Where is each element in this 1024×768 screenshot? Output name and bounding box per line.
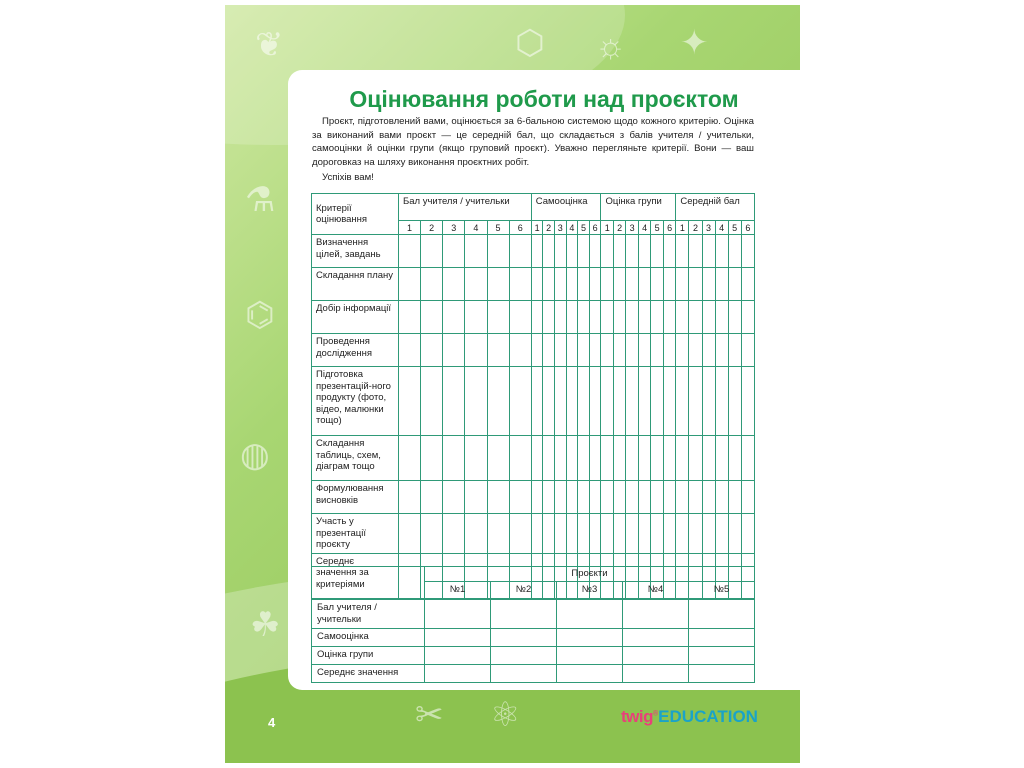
- page-number: 4: [268, 715, 276, 730]
- score-cell[interactable]: [741, 301, 754, 334]
- project-score-cell[interactable]: [425, 664, 491, 682]
- criteria-row: [312, 514, 755, 554]
- score-cell[interactable]: [589, 436, 601, 481]
- score-cell[interactable]: [443, 436, 465, 481]
- score-cell[interactable]: [465, 334, 487, 367]
- score-cell[interactable]: [589, 481, 601, 514]
- score-cell[interactable]: [728, 268, 741, 301]
- score-cell[interactable]: [676, 481, 689, 514]
- score-cell[interactable]: [531, 301, 543, 334]
- score-header: 1: [531, 221, 543, 235]
- score-header: 4: [465, 221, 487, 235]
- score-cell[interactable]: [741, 514, 754, 554]
- score-cell[interactable]: [465, 268, 487, 301]
- score-cell[interactable]: [443, 301, 465, 334]
- criterion-label: Формулювання висновків: [312, 481, 399, 514]
- criteria-row: [312, 268, 755, 301]
- score-cell[interactable]: [465, 367, 487, 436]
- score-header: 3: [626, 221, 638, 235]
- score-cell[interactable]: [689, 268, 702, 301]
- score-cell[interactable]: [702, 436, 715, 481]
- project-score-cell[interactable]: [689, 628, 755, 646]
- group-header: Бал учителя / учительки: [399, 194, 532, 221]
- criterion-label: Складання плану: [312, 268, 399, 301]
- score-cell[interactable]: [421, 301, 443, 334]
- score-cell[interactable]: [676, 436, 689, 481]
- project-number: №1: [425, 581, 491, 599]
- score-cell[interactable]: [728, 334, 741, 367]
- lightbulb-icon: ☼: [595, 27, 627, 65]
- score-cell[interactable]: [651, 436, 663, 481]
- criteria-row: [312, 436, 755, 481]
- criteria-table: [311, 193, 755, 599]
- score-cell[interactable]: [465, 436, 487, 481]
- score-header: 5: [487, 221, 509, 235]
- project-number: №3: [557, 581, 623, 599]
- leaf-icon: ❦: [255, 26, 284, 64]
- score-cell[interactable]: [399, 334, 421, 367]
- score-cell[interactable]: [689, 334, 702, 367]
- score-cell[interactable]: [638, 436, 650, 481]
- score-cell[interactable]: [651, 235, 663, 268]
- intro-text: [312, 115, 754, 169]
- criteria-row: [312, 301, 755, 334]
- score-cell[interactable]: [601, 301, 613, 334]
- score-cell[interactable]: [613, 367, 625, 436]
- score-cell[interactable]: [578, 436, 590, 481]
- score-cell[interactable]: [443, 268, 465, 301]
- score-cell[interactable]: [689, 481, 702, 514]
- score-cell[interactable]: [613, 301, 625, 334]
- score-cell[interactable]: [638, 367, 650, 436]
- globe-icon: ◍: [240, 436, 270, 474]
- score-cell[interactable]: [638, 268, 650, 301]
- score-header: 2: [613, 221, 625, 235]
- intro-paragraph: Проєкт, підготовлений вами, оцінюється за 6-бальною системою щодо кожного критерію. Оцінка за виконаний вами проєкт — це середній бал, що складається з балів учителя / учительки, самооцінки й оцінки групи (якщо груповий проєкт). Уважно перегляньте критерії. Вони — ваш дороговказ на шляху виконання проєктних робіт.: [312, 116, 754, 168]
- project-score-cell[interactable]: [491, 599, 557, 628]
- score-cell[interactable]: [601, 436, 613, 481]
- score-cell[interactable]: [589, 334, 601, 367]
- score-cell[interactable]: [638, 481, 650, 514]
- score-cell[interactable]: [741, 481, 754, 514]
- criterion-label: Проведення дослідження: [312, 334, 399, 367]
- score-cell[interactable]: [601, 481, 613, 514]
- score-cell[interactable]: [566, 514, 578, 554]
- score-cell[interactable]: [578, 334, 590, 367]
- score-cell[interactable]: [399, 268, 421, 301]
- project-score-cell[interactable]: [557, 628, 623, 646]
- score-cell[interactable]: [689, 436, 702, 481]
- score-cell[interactable]: [651, 301, 663, 334]
- projects-row: [312, 646, 755, 664]
- score-cell[interactable]: [421, 436, 443, 481]
- score-header: 1: [399, 221, 421, 235]
- score-header: 2: [543, 221, 555, 235]
- score-cell[interactable]: [509, 334, 531, 367]
- projects-row: [312, 599, 755, 628]
- score-cell[interactable]: [443, 367, 465, 436]
- score-cell[interactable]: [566, 481, 578, 514]
- score-cell[interactable]: [487, 436, 509, 481]
- score-cell[interactable]: [543, 436, 555, 481]
- score-cell[interactable]: [543, 367, 555, 436]
- logo-twig: twig: [621, 707, 653, 726]
- score-header: 6: [663, 221, 676, 235]
- score-cell[interactable]: [741, 367, 754, 436]
- score-cell[interactable]: [399, 367, 421, 436]
- project-number: №5: [689, 581, 755, 599]
- score-header: 2: [421, 221, 443, 235]
- score-cell[interactable]: [663, 481, 676, 514]
- score-cell[interactable]: [531, 235, 543, 268]
- score-cell[interactable]: [702, 268, 715, 301]
- score-cell[interactable]: [543, 514, 555, 554]
- score-cell[interactable]: [578, 367, 590, 436]
- score-cell[interactable]: [589, 235, 601, 268]
- score-cell[interactable]: [554, 436, 566, 481]
- score-cell[interactable]: [663, 367, 676, 436]
- score-cell[interactable]: [399, 436, 421, 481]
- criterion-label: Участь у презентації проєкту: [312, 514, 399, 554]
- project-score-cell[interactable]: [689, 664, 755, 682]
- score-cell[interactable]: [741, 268, 754, 301]
- score-cell[interactable]: [487, 235, 509, 268]
- projects-row: [312, 628, 755, 646]
- score-cell[interactable]: [465, 235, 487, 268]
- score-cell[interactable]: [554, 481, 566, 514]
- score-cell[interactable]: [566, 436, 578, 481]
- score-cell[interactable]: [509, 268, 531, 301]
- score-cell[interactable]: [421, 481, 443, 514]
- score-cell[interactable]: [702, 301, 715, 334]
- score-cell[interactable]: [554, 301, 566, 334]
- score-header: 3: [702, 221, 715, 235]
- score-cell[interactable]: [589, 367, 601, 436]
- molecule-icon: ⬡: [515, 24, 545, 62]
- project-score-cell[interactable]: [425, 628, 491, 646]
- score-cell[interactable]: [421, 334, 443, 367]
- score-header: 4: [715, 221, 728, 235]
- score-cell[interactable]: [651, 268, 663, 301]
- score-header: 4: [566, 221, 578, 235]
- score-cell[interactable]: [487, 367, 509, 436]
- score-cell[interactable]: [487, 301, 509, 334]
- score-header: 3: [554, 221, 566, 235]
- score-cell[interactable]: [689, 235, 702, 268]
- scissors-icon: ✂: [415, 696, 444, 734]
- score-cell[interactable]: [702, 481, 715, 514]
- score-cell[interactable]: [531, 514, 543, 554]
- score-cell[interactable]: [531, 481, 543, 514]
- score-cell[interactable]: [531, 268, 543, 301]
- score-cell[interactable]: [626, 301, 638, 334]
- score-cell[interactable]: [601, 334, 613, 367]
- score-header: 1: [601, 221, 613, 235]
- score-cell[interactable]: [578, 481, 590, 514]
- score-cell[interactable]: [663, 334, 676, 367]
- project-score-cell[interactable]: [491, 646, 557, 664]
- score-cell[interactable]: [613, 514, 625, 554]
- score-cell[interactable]: [626, 481, 638, 514]
- score-cell[interactable]: [676, 301, 689, 334]
- score-cell[interactable]: [728, 514, 741, 554]
- score-cell[interactable]: [554, 235, 566, 268]
- score-cell[interactable]: [715, 514, 728, 554]
- score-cell[interactable]: [689, 514, 702, 554]
- criteria-row: [312, 235, 755, 268]
- score-header: 6: [589, 221, 601, 235]
- projects-row-label: Оцінка групи: [312, 646, 425, 664]
- score-cell[interactable]: [613, 481, 625, 514]
- score-cell[interactable]: [509, 367, 531, 436]
- score-cell[interactable]: [487, 481, 509, 514]
- project-score-cell[interactable]: [425, 646, 491, 664]
- score-cell[interactable]: [399, 301, 421, 334]
- score-cell[interactable]: [663, 514, 676, 554]
- score-cell[interactable]: [715, 268, 728, 301]
- score-cell[interactable]: [715, 334, 728, 367]
- twig-education-logo: twig®EDUCATION: [621, 707, 758, 726]
- score-cell[interactable]: [715, 436, 728, 481]
- score-cell[interactable]: [626, 334, 638, 367]
- score-cell[interactable]: [702, 367, 715, 436]
- score-cell[interactable]: [601, 367, 613, 436]
- score-cell[interactable]: [509, 235, 531, 268]
- wish-text: Успіхів вам!: [322, 172, 374, 183]
- score-header: 3: [443, 221, 465, 235]
- score-cell[interactable]: [651, 514, 663, 554]
- projects-row-label: Середнє значення: [312, 664, 425, 682]
- score-cell[interactable]: [601, 268, 613, 301]
- criteria-row: [312, 481, 755, 514]
- score-cell[interactable]: [626, 514, 638, 554]
- projects-row-label: Бал учителя / учительки: [312, 599, 425, 628]
- criteria-row: [312, 367, 755, 436]
- criteria-header: Критерії оцінювання: [312, 194, 399, 235]
- group-header: Середній бал: [676, 194, 755, 221]
- score-cell[interactable]: [589, 301, 601, 334]
- project-score-cell[interactable]: [425, 599, 491, 628]
- score-cell[interactable]: [663, 301, 676, 334]
- star-icon: ✦: [680, 24, 709, 62]
- project-score-cell[interactable]: [557, 599, 623, 628]
- score-cell[interactable]: [554, 514, 566, 554]
- score-cell[interactable]: [554, 268, 566, 301]
- score-cell[interactable]: [399, 235, 421, 268]
- score-cell[interactable]: [531, 367, 543, 436]
- projects-header: Проєкти: [425, 567, 755, 582]
- score-cell[interactable]: [443, 334, 465, 367]
- score-cell[interactable]: [741, 235, 754, 268]
- group-header: Оцінка групи: [601, 194, 676, 221]
- score-cell[interactable]: [702, 514, 715, 554]
- score-cell[interactable]: [676, 235, 689, 268]
- score-cell[interactable]: [578, 268, 590, 301]
- projects-row: [312, 664, 755, 682]
- score-cell[interactable]: [421, 268, 443, 301]
- group-header: Самооцінка: [531, 194, 601, 221]
- score-cell[interactable]: [543, 481, 555, 514]
- score-cell[interactable]: [443, 481, 465, 514]
- project-number: №4: [623, 581, 689, 599]
- score-cell[interactable]: [578, 235, 590, 268]
- score-cell[interactable]: [465, 301, 487, 334]
- score-cell[interactable]: [626, 235, 638, 268]
- score-cell[interactable]: [487, 334, 509, 367]
- criterion-label: Добір інформації: [312, 301, 399, 334]
- score-cell[interactable]: [578, 301, 590, 334]
- score-cell[interactable]: [601, 514, 613, 554]
- score-cell[interactable]: [728, 367, 741, 436]
- score-cell[interactable]: [638, 301, 650, 334]
- score-cell[interactable]: [728, 436, 741, 481]
- score-cell[interactable]: [543, 334, 555, 367]
- score-cell[interactable]: [421, 514, 443, 554]
- score-cell[interactable]: [663, 235, 676, 268]
- score-cell[interactable]: [465, 481, 487, 514]
- project-score-cell[interactable]: [491, 628, 557, 646]
- score-cell[interactable]: [715, 301, 728, 334]
- score-cell[interactable]: [676, 268, 689, 301]
- projects-table: [311, 566, 755, 683]
- score-cell[interactable]: [578, 514, 590, 554]
- logo-education: EDUCATION: [658, 707, 758, 726]
- score-cell[interactable]: [741, 436, 754, 481]
- score-cell[interactable]: [626, 268, 638, 301]
- score-cell[interactable]: [509, 301, 531, 334]
- score-cell[interactable]: [728, 481, 741, 514]
- page-title: Оцінювання роботи над проєктом: [349, 86, 739, 112]
- atom-icon: ⚛: [490, 696, 521, 734]
- score-cell[interactable]: [626, 436, 638, 481]
- project-score-cell[interactable]: [623, 646, 689, 664]
- criterion-label: Середнє значення за критеріями: [312, 553, 399, 598]
- project-number: №2: [491, 581, 557, 599]
- score-cell[interactable]: [663, 436, 676, 481]
- score-cell[interactable]: [676, 367, 689, 436]
- score-cell[interactable]: [554, 334, 566, 367]
- score-cell[interactable]: [689, 301, 702, 334]
- score-header: 1: [676, 221, 689, 235]
- projects-corner: [312, 567, 425, 600]
- project-score-cell[interactable]: [623, 628, 689, 646]
- score-header: 6: [509, 221, 531, 235]
- score-cell[interactable]: [728, 301, 741, 334]
- score-cell[interactable]: [651, 481, 663, 514]
- score-cell[interactable]: [676, 514, 689, 554]
- score-cell[interactable]: [651, 367, 663, 436]
- score-cell[interactable]: [421, 367, 443, 436]
- score-cell[interactable]: [589, 268, 601, 301]
- score-cell[interactable]: [487, 514, 509, 554]
- criterion-label: Підготовка презентацій-ного продукту (фото, відео, малюнки тощо): [312, 367, 399, 436]
- score-cell[interactable]: [638, 514, 650, 554]
- plant-icon: ☘: [250, 606, 281, 644]
- score-cell[interactable]: [613, 235, 625, 268]
- score-cell[interactable]: [487, 268, 509, 301]
- project-score-cell[interactable]: [689, 599, 755, 628]
- score-cell[interactable]: [715, 367, 728, 436]
- score-cell[interactable]: [613, 268, 625, 301]
- score-cell[interactable]: [663, 268, 676, 301]
- score-cell[interactable]: [531, 436, 543, 481]
- score-cell[interactable]: [566, 367, 578, 436]
- project-score-cell[interactable]: [689, 646, 755, 664]
- score-cell[interactable]: [676, 334, 689, 367]
- score-cell[interactable]: [443, 235, 465, 268]
- score-cell[interactable]: [566, 235, 578, 268]
- score-cell[interactable]: [399, 481, 421, 514]
- score-cell[interactable]: [566, 268, 578, 301]
- score-cell[interactable]: [443, 514, 465, 554]
- score-cell[interactable]: [554, 367, 566, 436]
- score-header: 2: [689, 221, 702, 235]
- project-score-cell[interactable]: [623, 599, 689, 628]
- score-cell[interactable]: [399, 514, 421, 554]
- score-cell[interactable]: [566, 334, 578, 367]
- score-cell[interactable]: [601, 235, 613, 268]
- microscope-icon: ⌬: [245, 296, 275, 334]
- score-header: 5: [728, 221, 741, 235]
- score-cell[interactable]: [626, 367, 638, 436]
- score-cell[interactable]: [638, 235, 650, 268]
- score-cell[interactable]: [531, 334, 543, 367]
- score-header: 5: [651, 221, 663, 235]
- score-cell[interactable]: [651, 334, 663, 367]
- score-cell[interactable]: [715, 235, 728, 268]
- score-cell[interactable]: [543, 268, 555, 301]
- score-header: 5: [578, 221, 590, 235]
- score-cell[interactable]: [741, 334, 754, 367]
- score-cell[interactable]: [509, 436, 531, 481]
- score-cell[interactable]: [638, 334, 650, 367]
- criteria-row: [312, 334, 755, 367]
- score-cell[interactable]: [509, 514, 531, 554]
- score-cell[interactable]: [613, 436, 625, 481]
- score-header: 6: [741, 221, 754, 235]
- criterion-label: Визначення цілей, завдань: [312, 235, 399, 268]
- score-cell[interactable]: [589, 514, 601, 554]
- score-cell[interactable]: [728, 235, 741, 268]
- score-cell[interactable]: [702, 235, 715, 268]
- project-score-cell[interactable]: [623, 664, 689, 682]
- project-score-cell[interactable]: [557, 646, 623, 664]
- score-cell[interactable]: [421, 235, 443, 268]
- criterion-label: Складання таблиць, схем, діаграм тощо: [312, 436, 399, 481]
- score-cell[interactable]: [689, 367, 702, 436]
- score-cell[interactable]: [509, 481, 531, 514]
- score-cell[interactable]: [715, 481, 728, 514]
- score-cell[interactable]: [465, 514, 487, 554]
- score-cell[interactable]: [543, 301, 555, 334]
- projects-row-label: Самооцінка: [312, 628, 425, 646]
- score-cell[interactable]: [613, 334, 625, 367]
- score-cell[interactable]: [543, 235, 555, 268]
- project-score-cell[interactable]: [491, 664, 557, 682]
- flask-icon: ⚗: [245, 181, 276, 219]
- score-cell[interactable]: [702, 334, 715, 367]
- score-cell[interactable]: [566, 301, 578, 334]
- project-score-cell[interactable]: [557, 664, 623, 682]
- score-header: 4: [638, 221, 650, 235]
